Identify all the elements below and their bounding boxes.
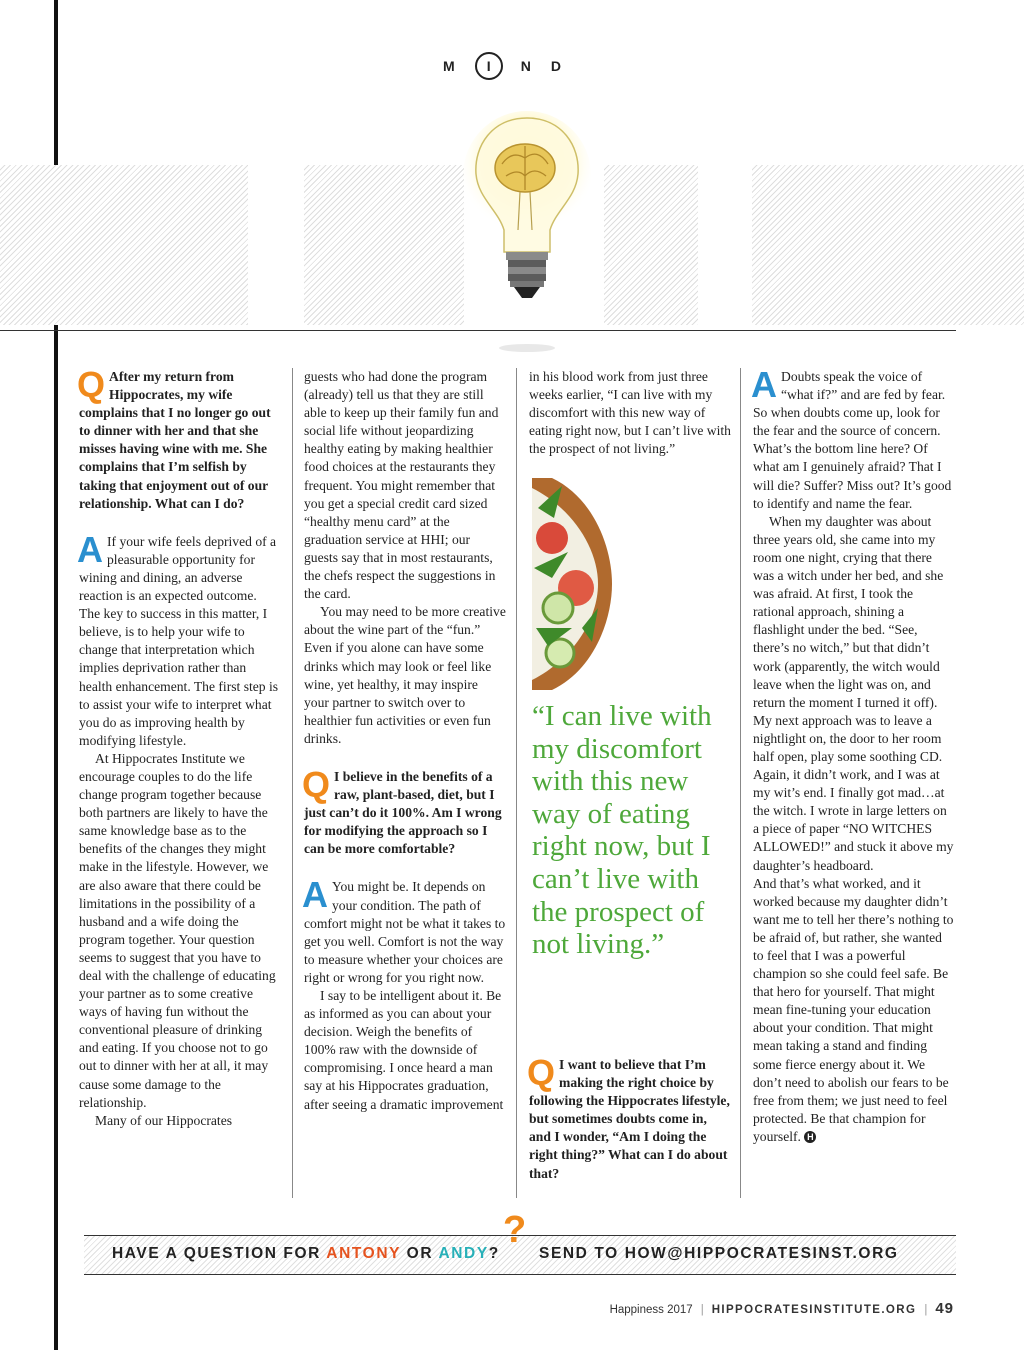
q-letter-icon: Q [527,1052,556,1093]
issue-label: Happiness 2017 [609,1304,693,1316]
column-divider [740,368,741,1198]
answer-2-para-2: I say to be intelligent about it. Be as informed as you can about your decision. Weigh the benefits of 100% raw with the downside of compromising. I once heard a man say at his Hippocrates graduation, after seeing a dramatic improvement [304,988,504,1112]
hatch-block-midleft [304,165,464,325]
answer-1-para-1-text: If your wife feels deprived of a pleasurable opportunity for wining and dining, an adverse reaction is an expected outcome. The key to success in this matter, I believe, is to help your wife to change that interpretation which implies deprivation rather than health enhancement. The first step is to assist your wife to interpret what you do as improving health by modifying lifestyle. [79,533,279,748]
answer-1-para-4: guests who had done the program (already) tell us that they are still able to keep up their family fun and social life without jeopardizing healthy eating by making healthier food choices at the restaurants they frequent. You might remember that you get a special credit card sized “healthy menu card” at the graduation service at HHI; our guests say that in most restaurants, the chefs respect the suggestions in the card. [304,369,499,602]
answer-3-para-3 [753,875,955,1146]
name-antony: ANTONY [326,1245,401,1262]
prompt-or: OR [400,1245,439,1262]
hatch-block-midright [604,165,698,325]
lightbulb-brain-illustration [462,110,592,360]
name-andy: ANDY [438,1245,489,1262]
answer-1-para-5: You may need to be more creative about the wine part of the “fun.” Even if you alone can have some drinks which may look or feel like wine, yet healthy, it may inspire your partner to switch over to healthier fun activities or even fun drinks. [304,604,506,746]
column-divider [292,368,293,1198]
prompt-question-mark: ? [488,1245,500,1262]
column-3-lower [527,1052,731,1183]
a-letter-icon: A [77,528,103,570]
question-2-text: I believe in the benefits of a raw, plant-based, diet, but I just can’t do it 100%. Am I wrong for modifying the approach so I can be more comfortable? [304,768,502,857]
answer-2-para-1 [302,874,506,987]
answer-2-para-1-text: You might be. It depends on your condition. The path of comfort might not be what it takes to get you well. Comfort is not the way to measure whether your choices are right or wrong for you right now. [304,879,506,985]
hatch-block-right [752,165,1024,325]
section-header [0,52,1024,80]
q-letter-icon: Q [302,763,331,805]
question-1-text: After my return from Hippocrates, my wife complains that I no longer go out to dinner with her and that she misses having wine with me. She complains that I’m selfish by taking that enjoyment out of our relationship. What can I do? [79,369,271,511]
footer-bottom-rule [84,1274,956,1275]
answer-3-para-2: When my daughter was about three years old, she came into my room one night, crying that there was a witch under her bed, and she was afraid. At first, I took the rational approach, shining a flashlight under the bed. “See, there’s no witch,” but that didn’t work (apparently, the witch would leave when the light was on, and return the moment I turned it off). My next approach was to leave a nightlight on, the door to her room half open, play some soothing CD. Again, it didn’t work, and I was at my wit’s end. I finally got mad…at the witch. I wrote in large letters on a piece of paper “NO WITCHES ALLOWED!” and stuck it above my daughter’s headboard. [753,513,954,873]
column-1 [77,364,281,1130]
page-number: 49 [935,1300,954,1317]
header-letter-i: I [475,52,503,80]
salad-bowl-image [532,478,612,690]
a-letter-icon: A [302,874,328,916]
header-letter-m: M [443,58,475,74]
answer-1-para-1 [77,528,281,750]
column-4 [751,364,955,1146]
hatch-block-left [0,165,248,325]
send-email-text: SEND TO HOW@HIPPOCRATESINST.ORG [539,1245,899,1262]
question-2 [302,763,506,858]
column-2 [304,368,506,1114]
hippocrates-end-mark-icon: H [804,1131,816,1143]
header-letter-n: N [520,58,551,74]
question-mark-icon: ? [503,1209,527,1251]
column-divider [516,368,517,1198]
answer-3-para-1-text: Doubts speak the voice of “what if?” and are fed by fear. So when doubts come up, look for the fear and the source of concern. What’s the bottom line here? Of what am I genuinely afraid? That I will die? Suffer? Miss out? It’s good to identify and name the fear. [753,369,952,511]
answer-2-para-3: in his blood work from just three weeks earlier, “I can live with my discomfort with this new way of eating right now, but I can’t live with the prospect of not living.” [529,369,731,457]
answer-1-para-3: Many of our Hippocrates [95,1112,233,1128]
a-letter-icon: A [751,364,777,405]
question-1 [77,364,281,513]
answer-3-para-1 [751,364,955,513]
question-3-text: I want to believe that I’m making the right choice by following the Hippocrates lifestyle, but sometimes doubts come in, and I wonder, “Am I doing the right thing?” What can I do about that? [529,1057,730,1181]
q-letter-icon: Q [77,364,106,405]
answer-1-para-2: At Hippocrates Institute we encourage couples to do the life change program together because both partners are likely to have the same knowledge base as to the benefits of the changes they might make in the lifestyle. However, we are also aware that there could be limitations in the possibility of a husband and a wife doing the program together. Your question seems to suggest that you have to deal with the challenge of educating your partner as to some creative ways of having fun without the conventional pleasure of drinking and eating. If you choose not to go out to dinner with her at all, it may cause some damage to the relationship. [79,750,276,1110]
prompt-text: HAVE A QUESTION FOR [112,1245,327,1262]
answer-3-para-3-text: And that’s what worked, and it worked because my daughter didn’t want me to tell her there’s nothing to be afraid of, but rather, she wanted to feel that I was a powerful champion so she could feel safe. Be that hero for yourself. That might mean fine-tuning your education about your condition. That might mean taking a stand and finding some fierce energy about it. We don’t need to abolish our fears to be free from them; we just need to feel protected. Be that champion for yourself. [753,875,954,1144]
question-3 [527,1052,731,1183]
website-label: HIPPOCRATESINSTITUTE.ORG [711,1304,917,1316]
column-3 [529,368,731,458]
question-prompt [112,1245,500,1263]
page-footer: Happiness 2017 | HIPPOCRATESINSTITUTE.ORG | 49 [609,1300,954,1317]
header-letter-d: D [550,58,581,74]
pull-quote: “I can live with my discomfort with this new way of eating right now, but I can’t live with the prospect of not living.” [532,700,712,961]
